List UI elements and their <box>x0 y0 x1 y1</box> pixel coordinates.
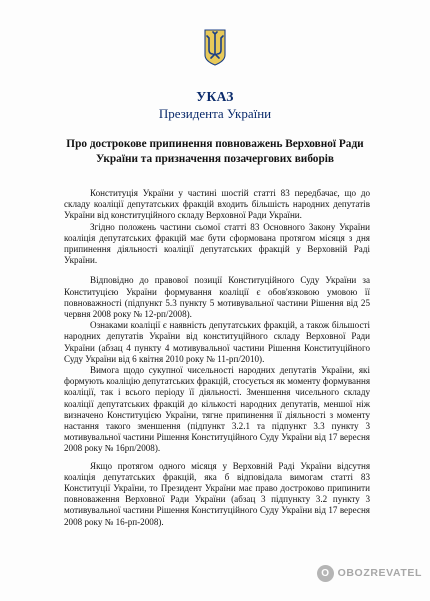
paragraph-2: Згідно положень частини сьомої статті 83 Основного Закону України коаліція депутатських фракцій має бути сформована протягом місяця з дня припинення діяльності коаліції депутатських фракцій у Верховній Раді України. <box>64 221 370 266</box>
paragraph-5: Вимога щодо сукупної чисельності народних депутатів України, які формують коаліцію депутатських фракцій, стосується як моменту формування коаліції, так і всього періоду її діяльності. Зменшення чисельного складу коаліції депутатських фракцій до кількості народних депутатів, меншої ніж визначено Конституцією України, тягне припинення її діяльності з моменту настання такого зменшення (підпункт 3.2.1 та підпункт 3.3 пункту 3 мотивувальної частини Рішення Конституційного Суду України від 17 вересня 2008 року № 16рп/2008). <box>64 365 370 454</box>
decree-subtitle: Президента України <box>158 106 272 121</box>
paragraph-1: Конституція України у частині шостій статті 83 передбачає, що до складу коаліції депутатських фракцій входить більшість народних депутатів України від конституційного складу Верховної Ради України. <box>64 188 370 221</box>
decree-heading: Про дострокове припинення повноважень Верховної Ради України та призначення позачергових виборів <box>66 138 364 165</box>
obozrevatel-logo-icon: O <box>317 565 334 582</box>
paragraph-4: Ознаками коаліції є наявність депутатських фракцій, а також більшості народних депутатів України від конституційного складу Верховної Ради України (абзац 4 пункту 4 мотивувальної частини Рішення Конституційного Суду України від 6 квітня 2010 року № 11-рп/2010). <box>64 320 370 364</box>
ukraine-trident-emblem-icon <box>203 28 227 66</box>
paragraph-3: Відповідно до правової позиції Конституційного Суду України за Конституцією України формування коаліції є обов'язковою умовою її повноважності (підпункт 5.3 пункту 5 мотивувальної частини Рішення від 25 червня 2008 року № 12-рп/2008). <box>64 275 370 320</box>
decree-title: УКАЗ <box>196 89 234 104</box>
decree-title-block <box>0 88 430 122</box>
watermark-text: OBOZREVATEL <box>337 567 422 579</box>
watermark <box>317 562 422 584</box>
decree-body <box>64 188 370 528</box>
paragraph-6: Якщо протягом одного місяця у Верховній Раді України відсутня коаліція депутатських фракцій, яка б відповідала вимогам статті 83 Конституції України, то Президент України має право достроково припинити повноваження Верховної Ради України (абзац 3 підпункту 3.2 пункту 3 мотивувальної частини Рішення Конституційного Суду України від 17 вересня 2008 року № 16-рп-2008). <box>64 460 370 527</box>
